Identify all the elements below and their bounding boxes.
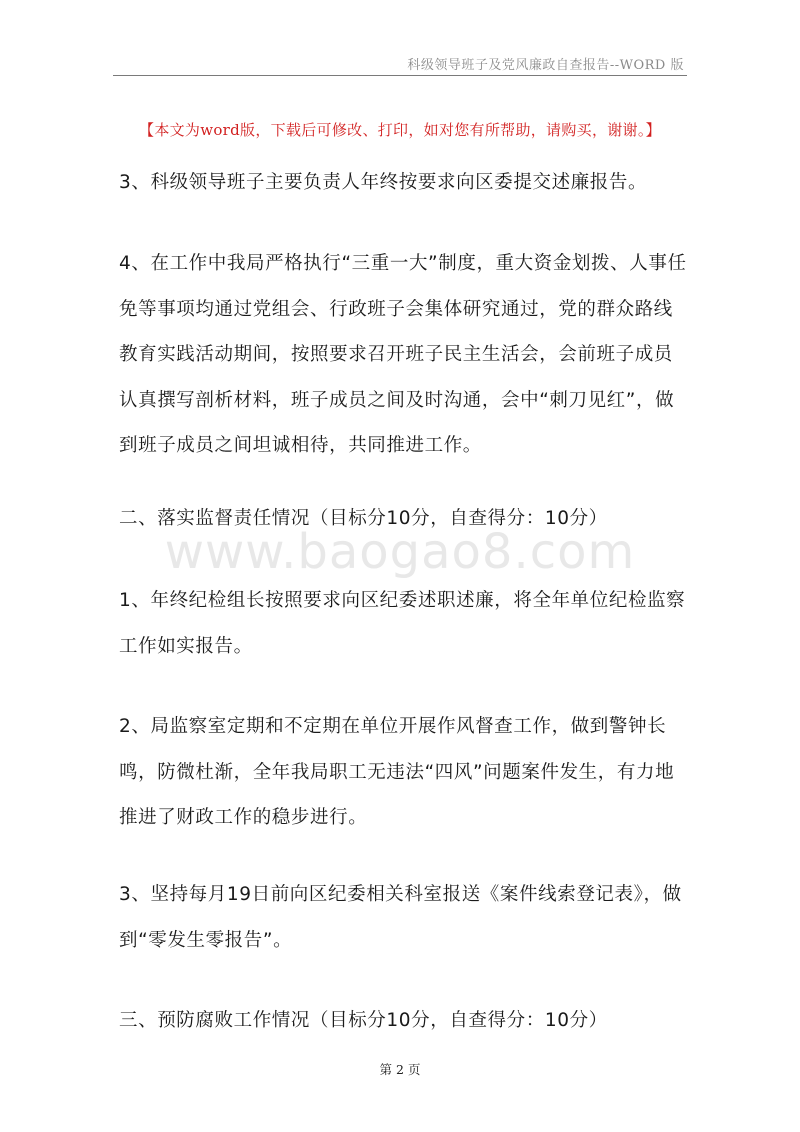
paragraph-item-3-register: 3、坚持每月19日前向区纪委相关科室报送《案件线索登记表》，做到“零发生零报告”。 (119, 884, 682, 951)
section-heading-supervision: 二、落实监督责任情况（目标分10分，自查得分：10分） (119, 508, 608, 529)
header-divider (113, 75, 687, 76)
paragraph-item-3-report: 3、科级领导班子主要负责人年终按要求向区委提交述廉报告。 (119, 172, 648, 193)
page-number: 第 2 页 (379, 1062, 421, 1077)
section-heading-prevention: 三、预防腐败工作情况（目标分10分，自查得分：10分） (119, 1010, 608, 1031)
paragraph-item-4-system: 4、在工作中我局严格执行“三重一大”制度，重大资金划拨、人事任免等事项均通过党组会、行政班子会集体研究通过，党的群众路线教育实践活动期间，按照要求召开班子民主生活会，会前班子成员认真撰写剖析材料，班子成员之间及时沟通，会中“刺刀见红”，做到班子成员之间坦诚相待，共同推进工作。 (119, 253, 687, 456)
paragraph-item-1-annual-report: 1、年终纪检组长按照要求向区纪委述职述廉，将全年单位纪检监察工作如实报告。 (119, 590, 686, 657)
running-header: 科级领导班子及党风廉政自查报告--WORD 版 (407, 58, 684, 73)
paragraph-item-2-inspection: 2、局监察室定期和不定期在单位开展作风督查工作，做到警钟长鸣，防微杜渐，全年我局职工无违法“四风”问题案件发生，有力地推进了财政工作的稳步进行。 (119, 716, 675, 828)
watermark: www.baogao8.com (164, 524, 636, 580)
purchase-notice: 【本文为word版，下载后可修改、打印，如对您有所帮助，请购买，谢谢。】 (139, 121, 661, 139)
